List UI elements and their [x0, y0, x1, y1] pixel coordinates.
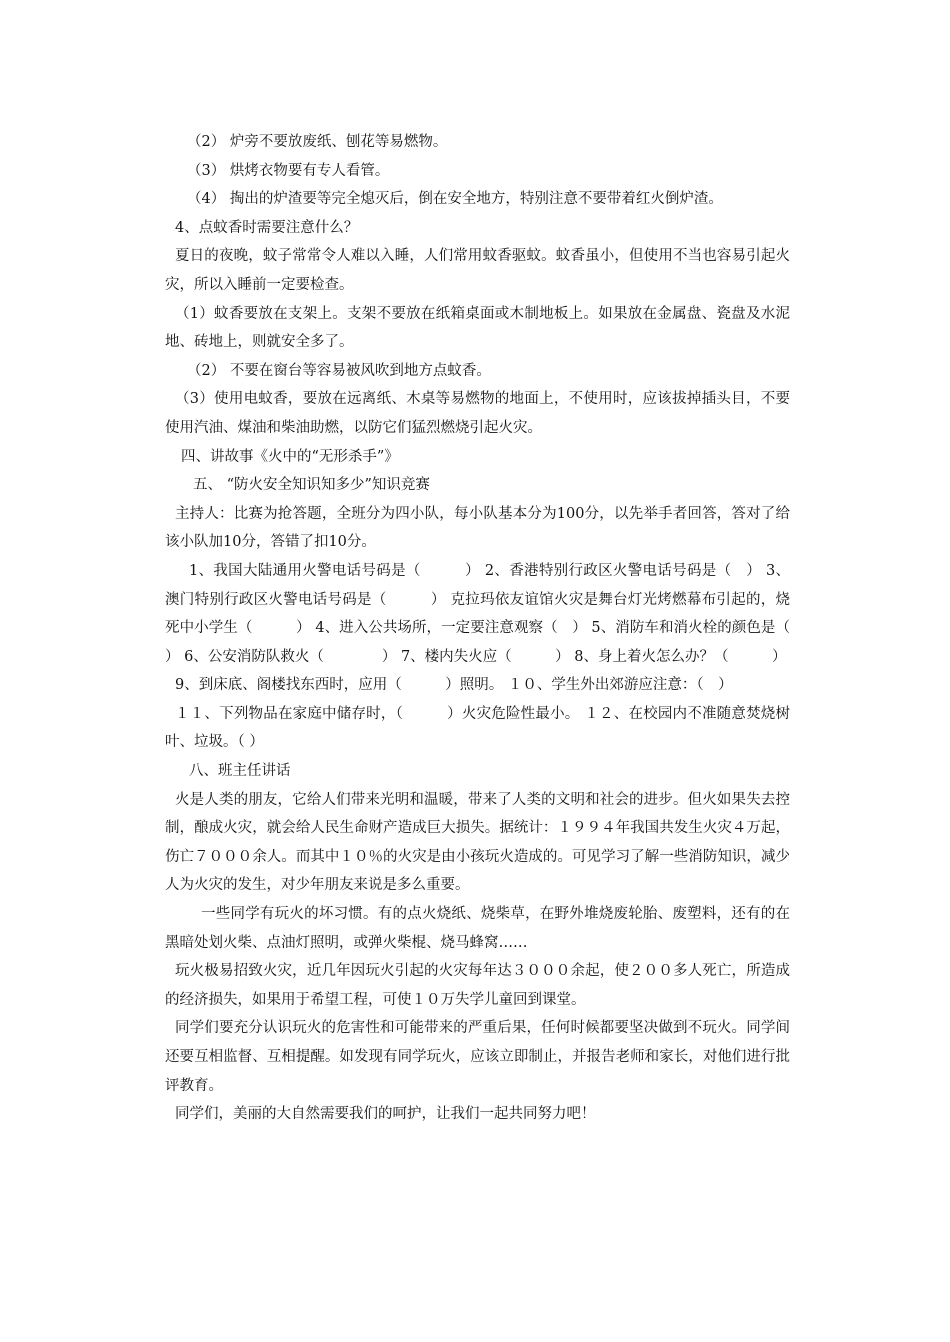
- speech-paragraph-1: 火是人类的朋友，它给人们带来光明和温暖，带来了人类的文明和社会的进步。但火如果失去控制，酿成火灾，就会给人民生命财产造成巨大损失。据统计：１９９４年我国共发生火灾４万起，伤亡７０００余人。而其中１０％的火灾是由小孩玩火造成的。可见学习了解一些消防知识，减少人为火灾的发生，对少年朋友来说是多么重要。: [165, 791, 790, 894]
- section-4-heading: 四、讲故事《火中的“无形杀手”》: [181, 448, 399, 465]
- quiz-questions-1-8: 1、我国大陆通用火警电话号码是（ ） 2、香港特别行政区火警电话号码是（ ） 3、澳门特别行政区火警电话号码是（ ） 克拉玛依友谊馆火灾是舞台灯光烤燃幕布引起的，烧死中小学生（ ） 4、进入公共场所，一定要注意观察（ ） 5、消防车和消火栓的颜色是（ ） 6、公安消防队救火（ ） 7、楼内失火应（ ） 8、身上着火怎么办？（ ）: [165, 562, 834, 665]
- quiz-questions-9-10: 9、到床底、阁楼找东西时，应用（ ）照明。 １０、学生外出郊游应注意：（ ）: [175, 677, 733, 694]
- speech-paragraph-2: 一些同学有玩火的坏习惯。有的点火烧纸、烧柴草，在野外堆烧废轮胎、废塑料，还有的在黑暗处划火柴、点油灯照明，或弹火柴棍、烧马蜂窝……: [165, 906, 790, 951]
- speech-paragraph-4: 同学们要充分认识玩火的危害性和可能带来的严重后果，任何时候都要坚决做到不玩火。同学间还要互相监督、互相提醒。如发现有同学玩火，应该立即制止，并报告老师和家长，对他们进行批评教育。: [165, 1020, 790, 1094]
- section-5-heading: 五、 “防火安全知识知多少”知识竞赛: [193, 477, 430, 494]
- section-8-heading: 八、班主任讲话: [189, 763, 291, 780]
- mosquito-intro: 夏日的夜晚，蚊子常常令人难以入睡，人们常用蚊香驱蚊。蚊香虽小，但使用不当也容易引起火灾，所以入睡前一定要检查。: [165, 248, 790, 293]
- mosquito-rule-2: （2） 不要在窗台等容易被风吹到地方点蚊香。: [187, 362, 491, 379]
- mosquito-rule-3: （3）使用电蚊香，要放在远离纸、木桌等易燃物的地面上，不使用时，应该拔掉插头目，不要使用汽油、煤油和柴油助燃，以防它们猛烈燃烧引起火灾。: [165, 391, 790, 436]
- speech-paragraph-3: 玩火极易招致火灾，近几年因玩火引起的火灾每年达３０００余起，使２００多人死亡，所造成的经济损失，如果用于希望工程，可使１０万失学儿童回到课堂。: [165, 963, 790, 1008]
- document-body: [165, 128, 834, 1129]
- stove-rule-3: （3） 烘烤衣物要有专人看管。: [187, 162, 390, 179]
- host-intro: 主持人：比赛为抢答题，全班分为四小队，每小队基本分为100分，以先举手者回答，答对了给该小队加10分，答错了扣10分。: [165, 505, 790, 551]
- mosquito-rule-1: （1）蚊香要放在支架上。支架不要放在纸箱桌面或木制地板上。如果放在金属盘、瓷盘及水泥地、砖地上，则就安全多了。: [165, 305, 790, 351]
- question-4-heading: 4、点蚊香时需要注意什么？: [175, 219, 359, 236]
- stove-rule-4: （4） 掏出的炉渣要等完全熄灭后，倒在安全地方，特别注意不要带着红火倒炉渣。: [187, 191, 723, 208]
- stove-rule-2: （2） 炉旁不要放废纸、刨花等易燃物。: [187, 134, 448, 150]
- speech-paragraph-5: 同学们，美丽的大自然需要我们的呵护，让我们一起共同努力吧！: [175, 1106, 596, 1123]
- quiz-questions-11-12: １１、下列物品在家庭中储存时，（ ）火灾危险性最小。 １２、在校园内不准随意焚烧树叶、垃圾。（ ）: [165, 705, 790, 751]
